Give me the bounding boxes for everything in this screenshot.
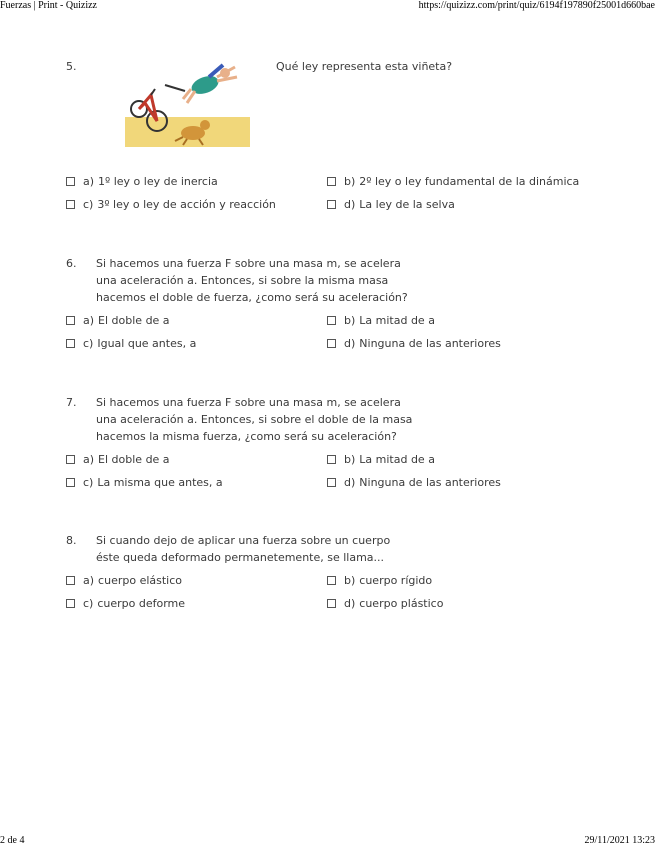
checkbox-icon[interactable] <box>66 455 75 464</box>
question-text: Si cuando dejo de aplicar una fuerza sobre un cuerpo éste queda deformado permanetemente, se llama... <box>96 534 391 564</box>
option-b[interactable]: b) 2º ley o ley fundamental de la dinámica <box>327 173 579 190</box>
checkbox-icon[interactable] <box>327 455 336 464</box>
print-datetime: 29/11/2021 13:23 <box>584 835 655 846</box>
checkbox-icon[interactable] <box>66 177 75 186</box>
print-header-title: Fuerzas | Print - Quizizz <box>0 0 97 11</box>
question-text: Si hacemos una fuerza F sobre una masa m, se acelera una aceleración a. Entonces, si sobre el doble de la masa hacemos la misma fuerza, ¿como será su aceleración? <box>96 396 413 443</box>
question-number: 6. <box>66 257 77 270</box>
checkbox-icon[interactable] <box>327 599 336 608</box>
question-text: Si hacemos una fuerza F sobre una masa m, se acelera una aceleración a. Entonces, si sobre la misma masa hacemos el doble de fuerza, ¿como será su aceleración? <box>96 257 408 304</box>
print-header-url: https://quizizz.com/print/quiz/6194f197890f25001d660bae <box>418 0 655 11</box>
checkbox-icon[interactable] <box>66 316 75 325</box>
option-a[interactable]: a) 1º ley o ley de inercia <box>66 173 218 190</box>
question-text: Qué ley representa esta viñeta? <box>276 60 453 73</box>
option-c[interactable]: c) Igual que antes, a <box>66 335 196 352</box>
checkbox-icon[interactable] <box>327 177 336 186</box>
option-d[interactable]: d) Ninguna de las anteriores <box>327 335 501 352</box>
question-number: 8. <box>66 534 77 547</box>
checkbox-icon[interactable] <box>327 576 336 585</box>
option-b[interactable]: b) La mitad de a <box>327 451 435 468</box>
checkbox-icon[interactable] <box>327 200 336 209</box>
option-a[interactable]: a) El doble de a <box>66 451 170 468</box>
question-number: 5. <box>66 60 77 73</box>
checkbox-icon[interactable] <box>66 576 75 585</box>
option-d[interactable]: d) cuerpo plástico <box>327 595 443 612</box>
option-b[interactable]: b) cuerpo rígido <box>327 572 432 589</box>
checkbox-icon[interactable] <box>327 339 336 348</box>
checkbox-icon[interactable] <box>66 339 75 348</box>
question-8 <box>66 532 626 622</box>
option-c[interactable]: c) La misma que antes, a <box>66 474 223 491</box>
checkbox-icon[interactable] <box>66 599 75 608</box>
question-5 <box>66 58 626 218</box>
option-a[interactable]: a) El doble de a <box>66 312 170 329</box>
checkbox-icon[interactable] <box>327 478 336 487</box>
option-b[interactable]: b) La mitad de a <box>327 312 435 329</box>
option-d[interactable]: d) Ninguna de las anteriores <box>327 474 501 491</box>
page-number: 2 de 4 <box>0 835 25 846</box>
option-c[interactable]: c) cuerpo deforme <box>66 595 185 612</box>
question-6 <box>66 255 626 365</box>
cartoon-image <box>125 59 250 149</box>
checkbox-icon[interactable] <box>327 316 336 325</box>
option-d[interactable]: d) La ley de la selva <box>327 196 455 213</box>
checkbox-icon[interactable] <box>66 200 75 209</box>
checkbox-icon[interactable] <box>66 478 75 487</box>
option-c[interactable]: c) 3º ley o ley de acción y reacción <box>66 196 276 213</box>
option-a[interactable]: a) cuerpo elástico <box>66 572 182 589</box>
question-7 <box>66 394 626 504</box>
question-number: 7. <box>66 396 77 409</box>
